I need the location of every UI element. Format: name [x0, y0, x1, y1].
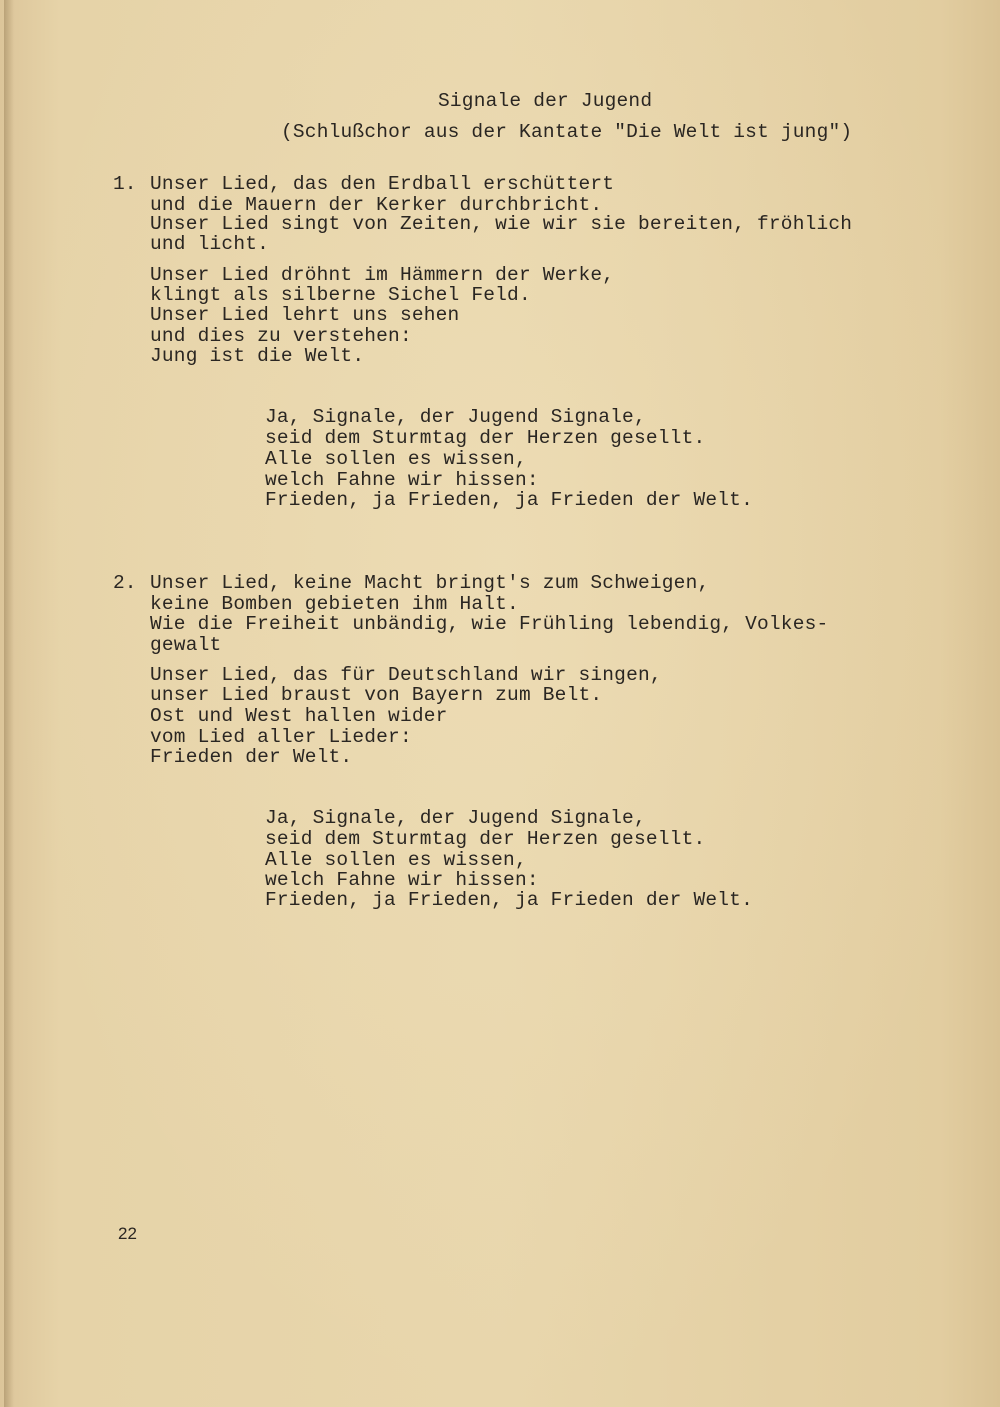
verse-2-line-9: Frieden der Welt.: [150, 746, 353, 768]
verse-1-line-4: und licht.: [150, 233, 270, 255]
verse-1-line-2: und die Mauern der Kerker durchbricht.: [150, 194, 603, 216]
refrain-2-line-1: Ja, Signale, der Jugend Signale,: [265, 807, 646, 829]
verse-2-line-3: Wie die Freiheit unbändig, wie Frühling lebendig, Volkes-: [150, 613, 829, 635]
refrain-1-line-2: seid dem Sturmtag der Herzen gesellt.: [265, 427, 706, 449]
page-number: 22: [118, 1224, 137, 1243]
song-title: Signale der Jugend: [438, 90, 653, 112]
verse-2-line-6: unser Lied braust von Bayern zum Belt.: [150, 684, 603, 706]
verse-2-line-1: Unser Lied, keine Macht bringt's zum Schweigen,: [150, 572, 710, 594]
verse-1-line-3: Unser Lied singt von Zeiten, wie wir sie bereiten, fröhlich: [150, 213, 853, 235]
refrain-2-line-2: seid dem Sturmtag der Herzen gesellt.: [265, 828, 706, 850]
page-fold-shadow: [4, 0, 14, 1407]
refrain-1-line-5: Frieden, ja Frieden, ja Frieden der Welt.: [265, 489, 753, 511]
refrain-1-line-4: welch Fahne wir hissen:: [265, 469, 539, 491]
verse-1-line-5: Unser Lied dröhnt im Hämmern der Werke,: [150, 264, 615, 286]
verse-1-line-6: klingt als silberne Sichel Feld.: [150, 284, 531, 306]
verse-2-line-4: gewalt: [150, 634, 222, 656]
verse-2-line-7: Ost und West hallen wider: [150, 705, 448, 727]
verse-2-line-2: keine Bomben gebieten ihm Halt.: [150, 593, 519, 615]
verse-2-line-5: Unser Lied, das für Deutschland wir singen,: [150, 664, 662, 686]
refrain-2-line-3: Alle sollen es wissen,: [265, 849, 527, 871]
verse-1-line-9: Jung ist die Welt.: [150, 345, 365, 367]
verse-1-line-1: Unser Lied, das den Erdball erschüttert: [150, 173, 615, 195]
refrain-1-line-1: Ja, Signale, der Jugend Signale,: [265, 406, 646, 428]
verse-1-number: 1.: [113, 173, 137, 195]
refrain-1-line-3: Alle sollen es wissen,: [265, 448, 527, 470]
refrain-2-line-5: Frieden, ja Frieden, ja Frieden der Welt.: [265, 889, 753, 911]
verse-2-line-8: vom Lied aller Lieder:: [150, 726, 412, 748]
verse-1-line-8: und dies zu verstehen:: [150, 325, 412, 347]
song-subtitle: (Schlußchor aus der Kantate "Die Welt ist jung"): [281, 121, 853, 143]
refrain-2-line-4: welch Fahne wir hissen:: [265, 869, 539, 891]
verse-2-number: 2.: [113, 572, 137, 594]
verse-1-line-7: Unser Lied lehrt uns sehen: [150, 304, 460, 326]
